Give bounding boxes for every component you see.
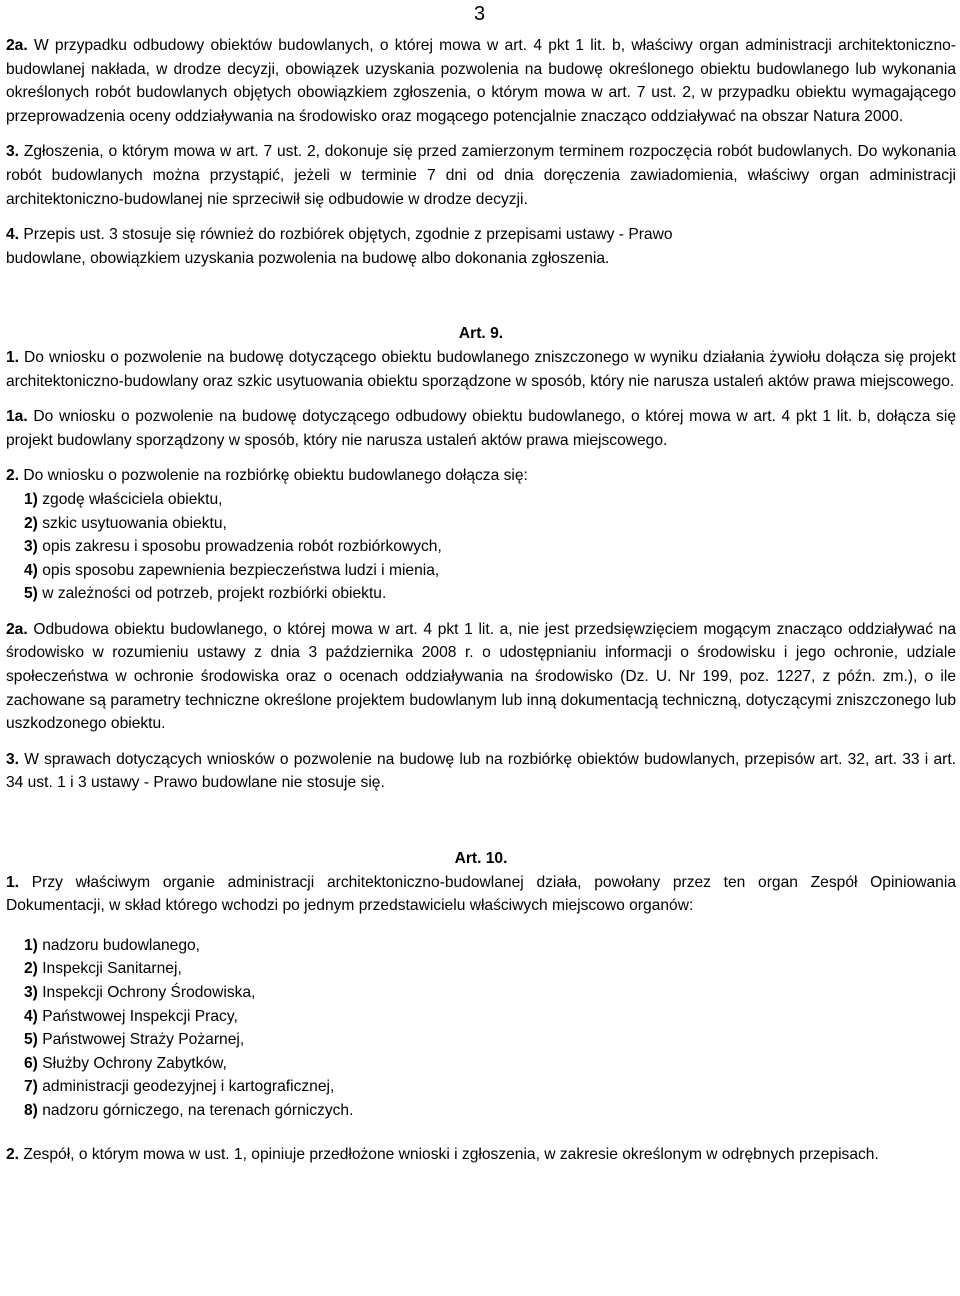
paragraph-number: 2. bbox=[6, 467, 20, 485]
list-item-text: Inspekcji Ochrony Środowiska, bbox=[42, 984, 256, 1001]
list-item bbox=[24, 1075, 956, 1099]
list-item-number: 7) bbox=[24, 1078, 38, 1096]
list-item-text: Inspekcji Sanitarnej, bbox=[42, 960, 182, 978]
art9-paragraph-1 bbox=[6, 346, 956, 393]
list-item-number: 4) bbox=[24, 1007, 38, 1025]
list-item-text: zgodę właściciela obiektu, bbox=[42, 490, 223, 508]
article-heading-10: Art. 10. bbox=[454, 850, 508, 868]
list-item-text: w zależności od potrzeb, projekt rozbiórki obiektu. bbox=[42, 585, 387, 603]
paragraph-number: 3. bbox=[6, 143, 20, 161]
paragraph-number: 2a. bbox=[6, 620, 28, 638]
paragraph-text: Zespół, o którym mowa w ust. 1, opiniuje przedłożone wnioski i zgłoszenia, w zakresie określonym w odrębnych przepisach. bbox=[23, 1145, 879, 1163]
paragraph-3 bbox=[6, 140, 956, 211]
list-item-number: 4) bbox=[24, 561, 38, 579]
paragraph-text: Przepis ust. 3 stosuje się również do rozbiórek objętych, zgodnie z przepisami ustawy - Prawo budowlane, obowiązkiem uzyskania pozwolenia na budowę albo dokonania zgłoszenia. bbox=[6, 226, 673, 267]
list-item bbox=[24, 512, 956, 536]
art9-paragraph-2 bbox=[6, 464, 956, 488]
art9-paragraph-1a bbox=[6, 405, 956, 452]
list-item bbox=[24, 1099, 956, 1123]
paragraph-text: Odbudowa obiektu budowlanego, o której mowa w art. 4 pkt 1 lit. a, nie jest przedsięwzięciem mogącym znacząco oddziaływać na środowisko w rozumieniu ustawy z dnia 3 października 2008 r. o udostępnianiu informacji o środowisku i jego ochronie, udziale społeczeństwa w ochronie środowiska oraz o ocenach oddziaływania na środowisko (Dz. U. Nr 199, poz. 1227, z późn. zm.), o ile zachowane są parametry techniczne określone projektem budowlanym lub inną dokumentacją techniczną, dotyczącymi zniszczonego lub uszkodzonego obiektu. bbox=[6, 620, 956, 733]
list-item-text: nadzoru górniczego, na terenach górniczych. bbox=[42, 1101, 354, 1119]
paragraph-text: Do wniosku o pozwolenie na budowę dotyczącego obiektu budowlanego zniszczonego w wyniku działania żywiołu dołącza się projekt architektoniczno-budowlany oraz szkic usytuowania obiektu sporządzone w sposób, który nie narusza ustaleń aktów prawa miejscowego. bbox=[6, 348, 956, 390]
document-page bbox=[6, 34, 956, 1166]
art9-attachment-list bbox=[6, 488, 956, 606]
art9-paragraph-3 bbox=[6, 748, 956, 795]
paragraph-number: 1. bbox=[6, 348, 20, 366]
list-item-number: 1) bbox=[24, 490, 38, 508]
list-item-number: 2) bbox=[24, 960, 38, 978]
art9-paragraph-2a bbox=[6, 618, 956, 736]
paragraph-number: 2a. bbox=[6, 37, 28, 54]
list-item-number: 1) bbox=[24, 936, 38, 954]
list-item bbox=[24, 934, 956, 958]
paragraph-number: 1a. bbox=[6, 408, 28, 426]
article-heading-9: Art. 9. bbox=[458, 325, 504, 343]
list-item bbox=[24, 981, 956, 1005]
art10-paragraph-2 bbox=[6, 1143, 956, 1167]
paragraph-text: W sprawach dotyczących wniosków o pozwolenie na budowę lub na rozbiórkę obiektów budowlanych, przepisów art. 32, art. 33 i art. 34 ust. 1 i 3 ustawy - Prawo budowlane nie stosuje się. bbox=[6, 750, 956, 792]
list-item bbox=[24, 1052, 956, 1076]
list-item-text: opis zakresu i sposobu prowadzenia robót rozbiórkowych, bbox=[42, 538, 442, 556]
list-item-number: 8) bbox=[24, 1101, 38, 1119]
paragraph-4 bbox=[6, 223, 696, 270]
list-item-text: szkic usytuowania obiektu, bbox=[42, 514, 227, 532]
paragraph-number: 4. bbox=[6, 226, 20, 244]
art10-organ-list bbox=[6, 934, 956, 1123]
art10-paragraph-1 bbox=[6, 871, 956, 918]
list-item-number: 5) bbox=[24, 1031, 38, 1049]
list-item-text: Służby Ochrony Zabytków, bbox=[42, 1054, 227, 1072]
list-item bbox=[24, 582, 956, 606]
list-item bbox=[24, 957, 956, 981]
list-item-number: 2) bbox=[24, 514, 38, 532]
paragraph-number: 2. bbox=[6, 1145, 20, 1163]
list-item bbox=[24, 559, 956, 583]
paragraph-2a bbox=[6, 34, 956, 128]
list-item bbox=[24, 535, 956, 559]
list-item bbox=[24, 1005, 956, 1029]
list-item-text: administracji geodezyjnej i kartograficznej, bbox=[42, 1078, 335, 1096]
paragraph-number: 3. bbox=[6, 750, 20, 768]
list-item-text: Państwowej Straży Pożarnej, bbox=[42, 1031, 245, 1049]
list-item-number: 3) bbox=[24, 984, 38, 1001]
list-item-text: Państwowej Inspekcji Pracy, bbox=[42, 1007, 238, 1025]
list-item-number: 3) bbox=[24, 538, 38, 556]
paragraph-text: W przypadku odbudowy obiektów budowlanych, o której mowa w art. 4 pkt 1 lit. b, właściwy organ administracji architektoniczno-budowlanej nakłada, w drodze decyzji, obowiązek uzyskania pozwolenia na budowę określonego obiektu budowlanego lub wykonania określonych robót budowlanych objętych obowiązkiem zgłoszenia, o którym mowa w art. 7 ust. 2, w przypadku obiektu wymagającego przeprowadzenia oceny oddziaływania na środowisko oraz mogącego potencjalnie znacząco oddziaływać na obszar Natura 2000. bbox=[6, 37, 956, 125]
list-item bbox=[24, 488, 956, 512]
paragraph-text: Do wniosku o pozwolenie na rozbiórkę obiektu budowlanego dołącza się: bbox=[23, 467, 528, 485]
list-item-number: 5) bbox=[24, 585, 38, 603]
paragraph-number: 1. bbox=[6, 873, 20, 891]
list-item-text: opis sposobu zapewnienia bezpieczeństwa ludzi i mienia, bbox=[42, 561, 440, 579]
page-number: 3 bbox=[474, 3, 486, 25]
list-item bbox=[24, 1028, 956, 1052]
paragraph-text: Zgłoszenia, o którym mowa w art. 7 ust. 2, dokonuje się przed zamierzonym terminem rozpoczęcia robót budowlanych. Do wykonania robót budowlanych można przystąpić, jeżeli w terminie 7 dni od dnia doręczenia zawiadomienia, właściwy organ administracji architektoniczno-budowlanej nie sprzeciwił się odbudowie w drodze decyzji. bbox=[6, 143, 956, 208]
list-item-text: nadzoru budowlanego, bbox=[42, 936, 201, 954]
paragraph-text: Do wniosku o pozwolenie na budowę dotyczącego odbudowy obiektu budowlanego, o której mowa w art. 4 pkt 1 lit. b, dołącza się projekt budowlany sporządzony w sposób, który nie narusza ustaleń aktów prawa miejscowego. bbox=[6, 408, 956, 449]
list-item-number: 6) bbox=[24, 1054, 38, 1072]
paragraph-text: Przy właściwym organie administracji architektoniczno-budowlanej działa, powołany przez ten organ Zespół Opiniowania Dokumentacji, w skład którego wchodzi po jednym przedstawicielu właściwych miejscowo organów: bbox=[6, 873, 956, 915]
